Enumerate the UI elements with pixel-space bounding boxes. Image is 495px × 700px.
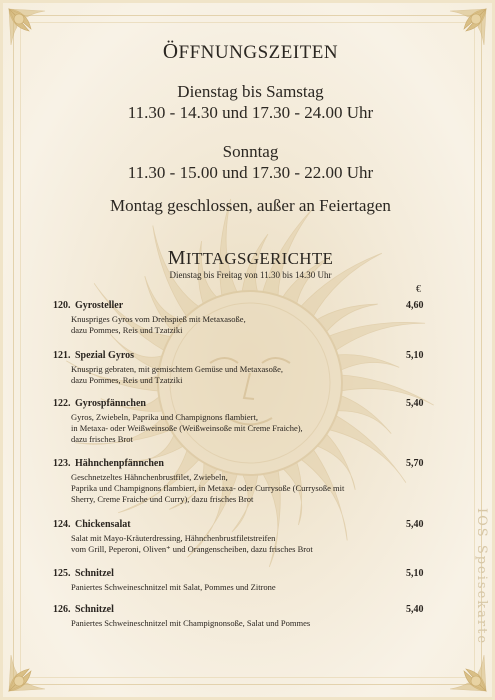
hours-times: 11.30 - 15.00 und 17.30 - 22.00 Uhr xyxy=(127,163,374,182)
item-number: 121. xyxy=(53,350,71,361)
desc-line: dazu Pommes, Reis und Tzatziki xyxy=(71,325,183,335)
desc-line: Knuspriges Gyros vom Drehspieß mit Metaxasoße, xyxy=(71,314,246,324)
opening-hours-heading: ÖFFNUNGSZEITEN xyxy=(162,39,339,63)
hours-days: Sonntag xyxy=(222,142,279,161)
lunch-heading: MITTAGSGERICHTE xyxy=(167,247,334,269)
item-name: Hähnchenpfännchen xyxy=(75,458,164,469)
item-price: 5,10 xyxy=(406,350,424,361)
hours-block-sunday xyxy=(3,141,495,183)
item-number: 125. xyxy=(53,568,71,579)
hours-block-weekdays xyxy=(3,81,495,123)
item-name: Spezial Gyros xyxy=(75,350,134,361)
item-description xyxy=(71,533,411,555)
desc-line: Gyros, Zwiebeln, Paprika und Champignons flambiert, xyxy=(71,412,258,422)
desc-line: vom Grill, Peperoni, Oliven⁺ und Orangenscheiben, dazu frisches Brot xyxy=(71,544,313,554)
hours-days: Dienstag bis Samstag xyxy=(177,82,324,101)
desc-line: Sherry, Creme Fraiche und Curry), dazu frisches Brot xyxy=(71,494,254,504)
item-price: 5,40 xyxy=(406,398,424,409)
item-name: Gyrospfännchen xyxy=(75,398,146,409)
desc-line: Paprika und Champignons flambiert, in Metaxa- oder Currysoße (Currysoße mit xyxy=(71,483,345,493)
desc-line: Geschnetzeltes Hähnchenbrustfilet, Zwiebeln, xyxy=(71,472,228,482)
desc-line: dazu Pommes, Reis und Tzatziki xyxy=(71,375,183,385)
desc-line: in Metaxa- oder Weißweinsoße (Weißweinsoße mit Creme Fraiche), xyxy=(71,423,303,433)
item-name: Gyrosteller xyxy=(75,300,124,311)
item-name: Schnitzel xyxy=(75,604,114,615)
desc-line: Paniertes Schweineschnitzel mit Salat, Pommes und Zitrone xyxy=(71,582,276,592)
item-number: 126. xyxy=(53,604,71,615)
menu-content xyxy=(3,3,495,700)
item-description xyxy=(71,364,411,386)
item-price: 5,70 xyxy=(406,458,424,469)
item-price: 4,60 xyxy=(406,300,424,311)
item-description xyxy=(71,472,411,505)
hours-times: 11.30 - 14.30 und 17.30 - 24.00 Uhr xyxy=(127,103,374,122)
item-price: 5,40 xyxy=(406,604,424,615)
item-description xyxy=(71,582,411,593)
closed-note: Montag geschlossen, außer an Feiertagen xyxy=(110,196,391,215)
desc-line: Paniertes Schweineschnitzel mit Champignonsoße, Salat und Pommes xyxy=(71,618,311,628)
item-description xyxy=(71,412,411,445)
currency-label: € xyxy=(416,284,421,295)
item-description xyxy=(71,314,411,336)
item-price: 5,10 xyxy=(406,568,424,579)
item-number: 123. xyxy=(53,458,71,469)
item-name: Chickensalat xyxy=(75,519,131,530)
item-price: 5,40 xyxy=(406,519,424,530)
desc-line: dazu frisches Brot xyxy=(71,434,133,444)
watermark-text: IOS Speisekarte xyxy=(474,508,489,646)
hours-block-closed xyxy=(3,195,495,216)
item-number: 124. xyxy=(53,519,71,530)
lunch-subtitle: Dienstag bis Freitag von 11.30 bis 14.30 Uhr xyxy=(169,270,332,280)
desc-line: Salat mit Mayo-Kräuterdressing, Hähnchenbrustfiletstreifen xyxy=(71,533,276,543)
item-description xyxy=(71,618,411,629)
item-name: Schnitzel xyxy=(75,568,114,579)
desc-line: Knusprig gebraten, mit gemischtem Gemüse und Metaxasoße, xyxy=(71,364,283,374)
item-number: 120. xyxy=(53,300,71,311)
item-number: 122. xyxy=(53,398,71,409)
